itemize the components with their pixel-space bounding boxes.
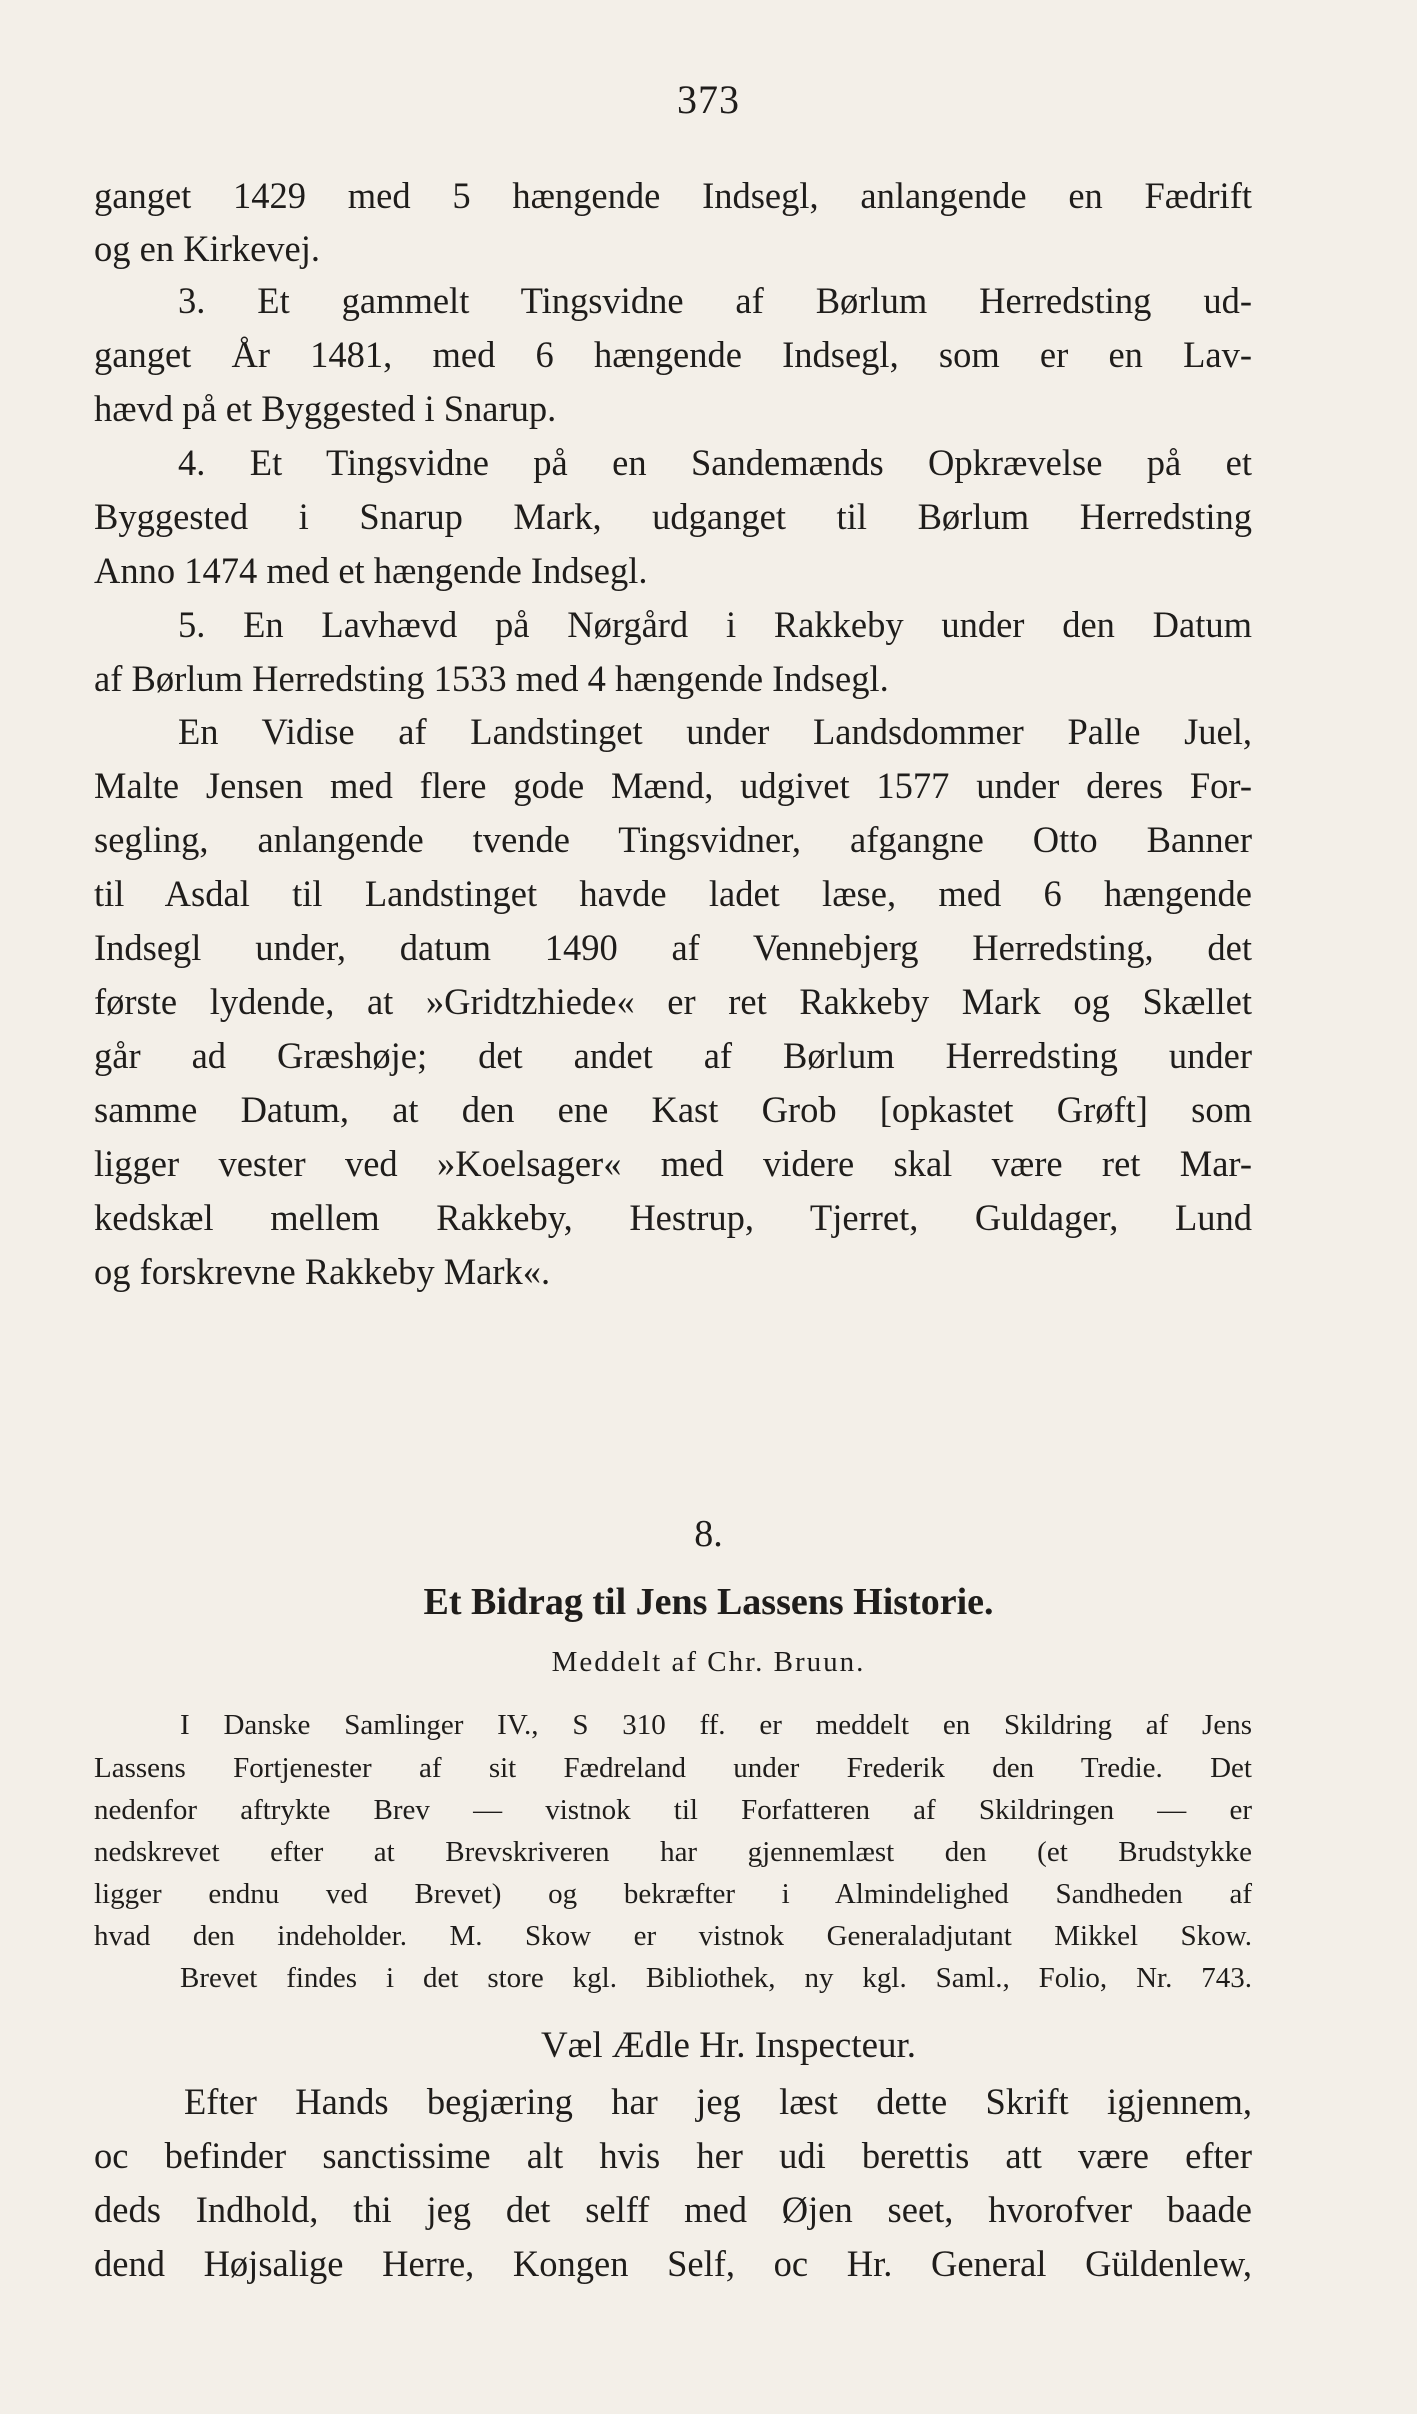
section-subtitle: Meddelt af Chr. Bruun. (551, 1646, 866, 1678)
intro-line: I Danske Samlinger IV., S 310 ff. er meddelt en Skildring af Jens (180, 1709, 1252, 1741)
text-line: ligger vester ved »Koelsager« med videre skal være ret Mar- (94, 1143, 1252, 1184)
text-line: En Vidise af Landstinget under Landsdommer Palle Juel, (178, 711, 1252, 752)
text-line: ganget År 1481, med 6 hængende Indsegl, som er en Lav- (94, 334, 1252, 375)
text-line: og forskrevne Rakkeby Mark«. (94, 1251, 551, 1292)
text-line: samme Datum, at den ene Kast Grob [opkastet Grøft] som (94, 1089, 1252, 1130)
letter-greeting: Væl Ædle Hr. Inspecteur. (540, 2025, 917, 2066)
intro-line: Brevet findes i det store kgl. Bibliothek, ny kgl. Saml., Folio, Nr. 743. (180, 1962, 1252, 1994)
text-line: 4. Et Tingsvidne på en Sandemænds Opkrævelse på et (178, 442, 1252, 483)
text-line: kedskæl mellem Rakkeby, Hestrup, Tjerret, Guldager, Lund (94, 1197, 1252, 1238)
text-line: hævd på et Byggested i Snarup. (94, 388, 557, 429)
text-line: første lydende, at »Gridtzhiede« er ret Rakkeby Mark og Skællet (94, 981, 1252, 1022)
intro-line: hvad den indeholder. M. Skow er vistnok Generaladjutant Mikkel Skow. (94, 1920, 1252, 1952)
page-number: 373 (677, 77, 740, 122)
text-line: Anno 1474 med et hængende Indsegl. (94, 550, 648, 591)
intro-line: Lassens Fortjenester af sit Fædreland under Frederik den Tredie. Det (94, 1752, 1252, 1784)
section-title: Et Bidrag til Jens Lassens Historie. (423, 1581, 994, 1623)
text-line: Byggested i Snarup Mark, udganget til Børlum Herredsting (94, 496, 1252, 537)
section-number: 8. (694, 1513, 723, 1555)
text-line: til Asdal til Landstinget havde ladet læse, med 6 hængende (94, 873, 1252, 914)
text-line: og en Kirkevej. (94, 228, 321, 269)
text-line: Malte Jensen med flere gode Mænd, udgivet 1577 under deres For- (94, 765, 1252, 806)
text-line: 3. Et gammelt Tingsvidne af Børlum Herredsting ud- (178, 280, 1252, 321)
letter-line: dend Højsalige Herre, Kongen Self, oc Hr. General Güldenlew, (94, 2243, 1252, 2284)
text-line: af Børlum Herredsting 1533 med 4 hængende Indsegl. (94, 658, 889, 699)
intro-line: nedskrevet efter at Brevskriveren har gjennemlæst den (et Brudstykke (94, 1836, 1252, 1868)
text-line: ganget 1429 med 5 hængende Indsegl, anlangende en Fædrift (94, 175, 1252, 216)
text-line: Indsegl under, datum 1490 af Vennebjerg Herredsting, det (94, 927, 1252, 968)
text-line: 5. En Lavhævd på Nørgård i Rakkeby under den Datum (178, 604, 1252, 645)
text-line: segling, anlangende tvende Tingsvidner, afgangne Otto Banner (94, 819, 1252, 860)
letter-line: Efter Hands begjæring har jeg læst dette Skrift igjennem, (184, 2081, 1252, 2122)
letter-line: deds Indhold, thi jeg det selff med Øjen seet, hvorofver baade (94, 2189, 1252, 2230)
intro-line: ligger endnu ved Brevet) og bekræfter i Almindelighed Sandheden af (94, 1878, 1252, 1910)
text-line: går ad Græshøje; det andet af Børlum Herredsting under (94, 1035, 1252, 1076)
intro-line: nedenfor aftrykte Brev — vistnok til Forfatteren af Skildringen — er (94, 1794, 1252, 1826)
letter-line: oc befinder sanctissime alt hvis her udi berettis att være efter (94, 2135, 1252, 2176)
